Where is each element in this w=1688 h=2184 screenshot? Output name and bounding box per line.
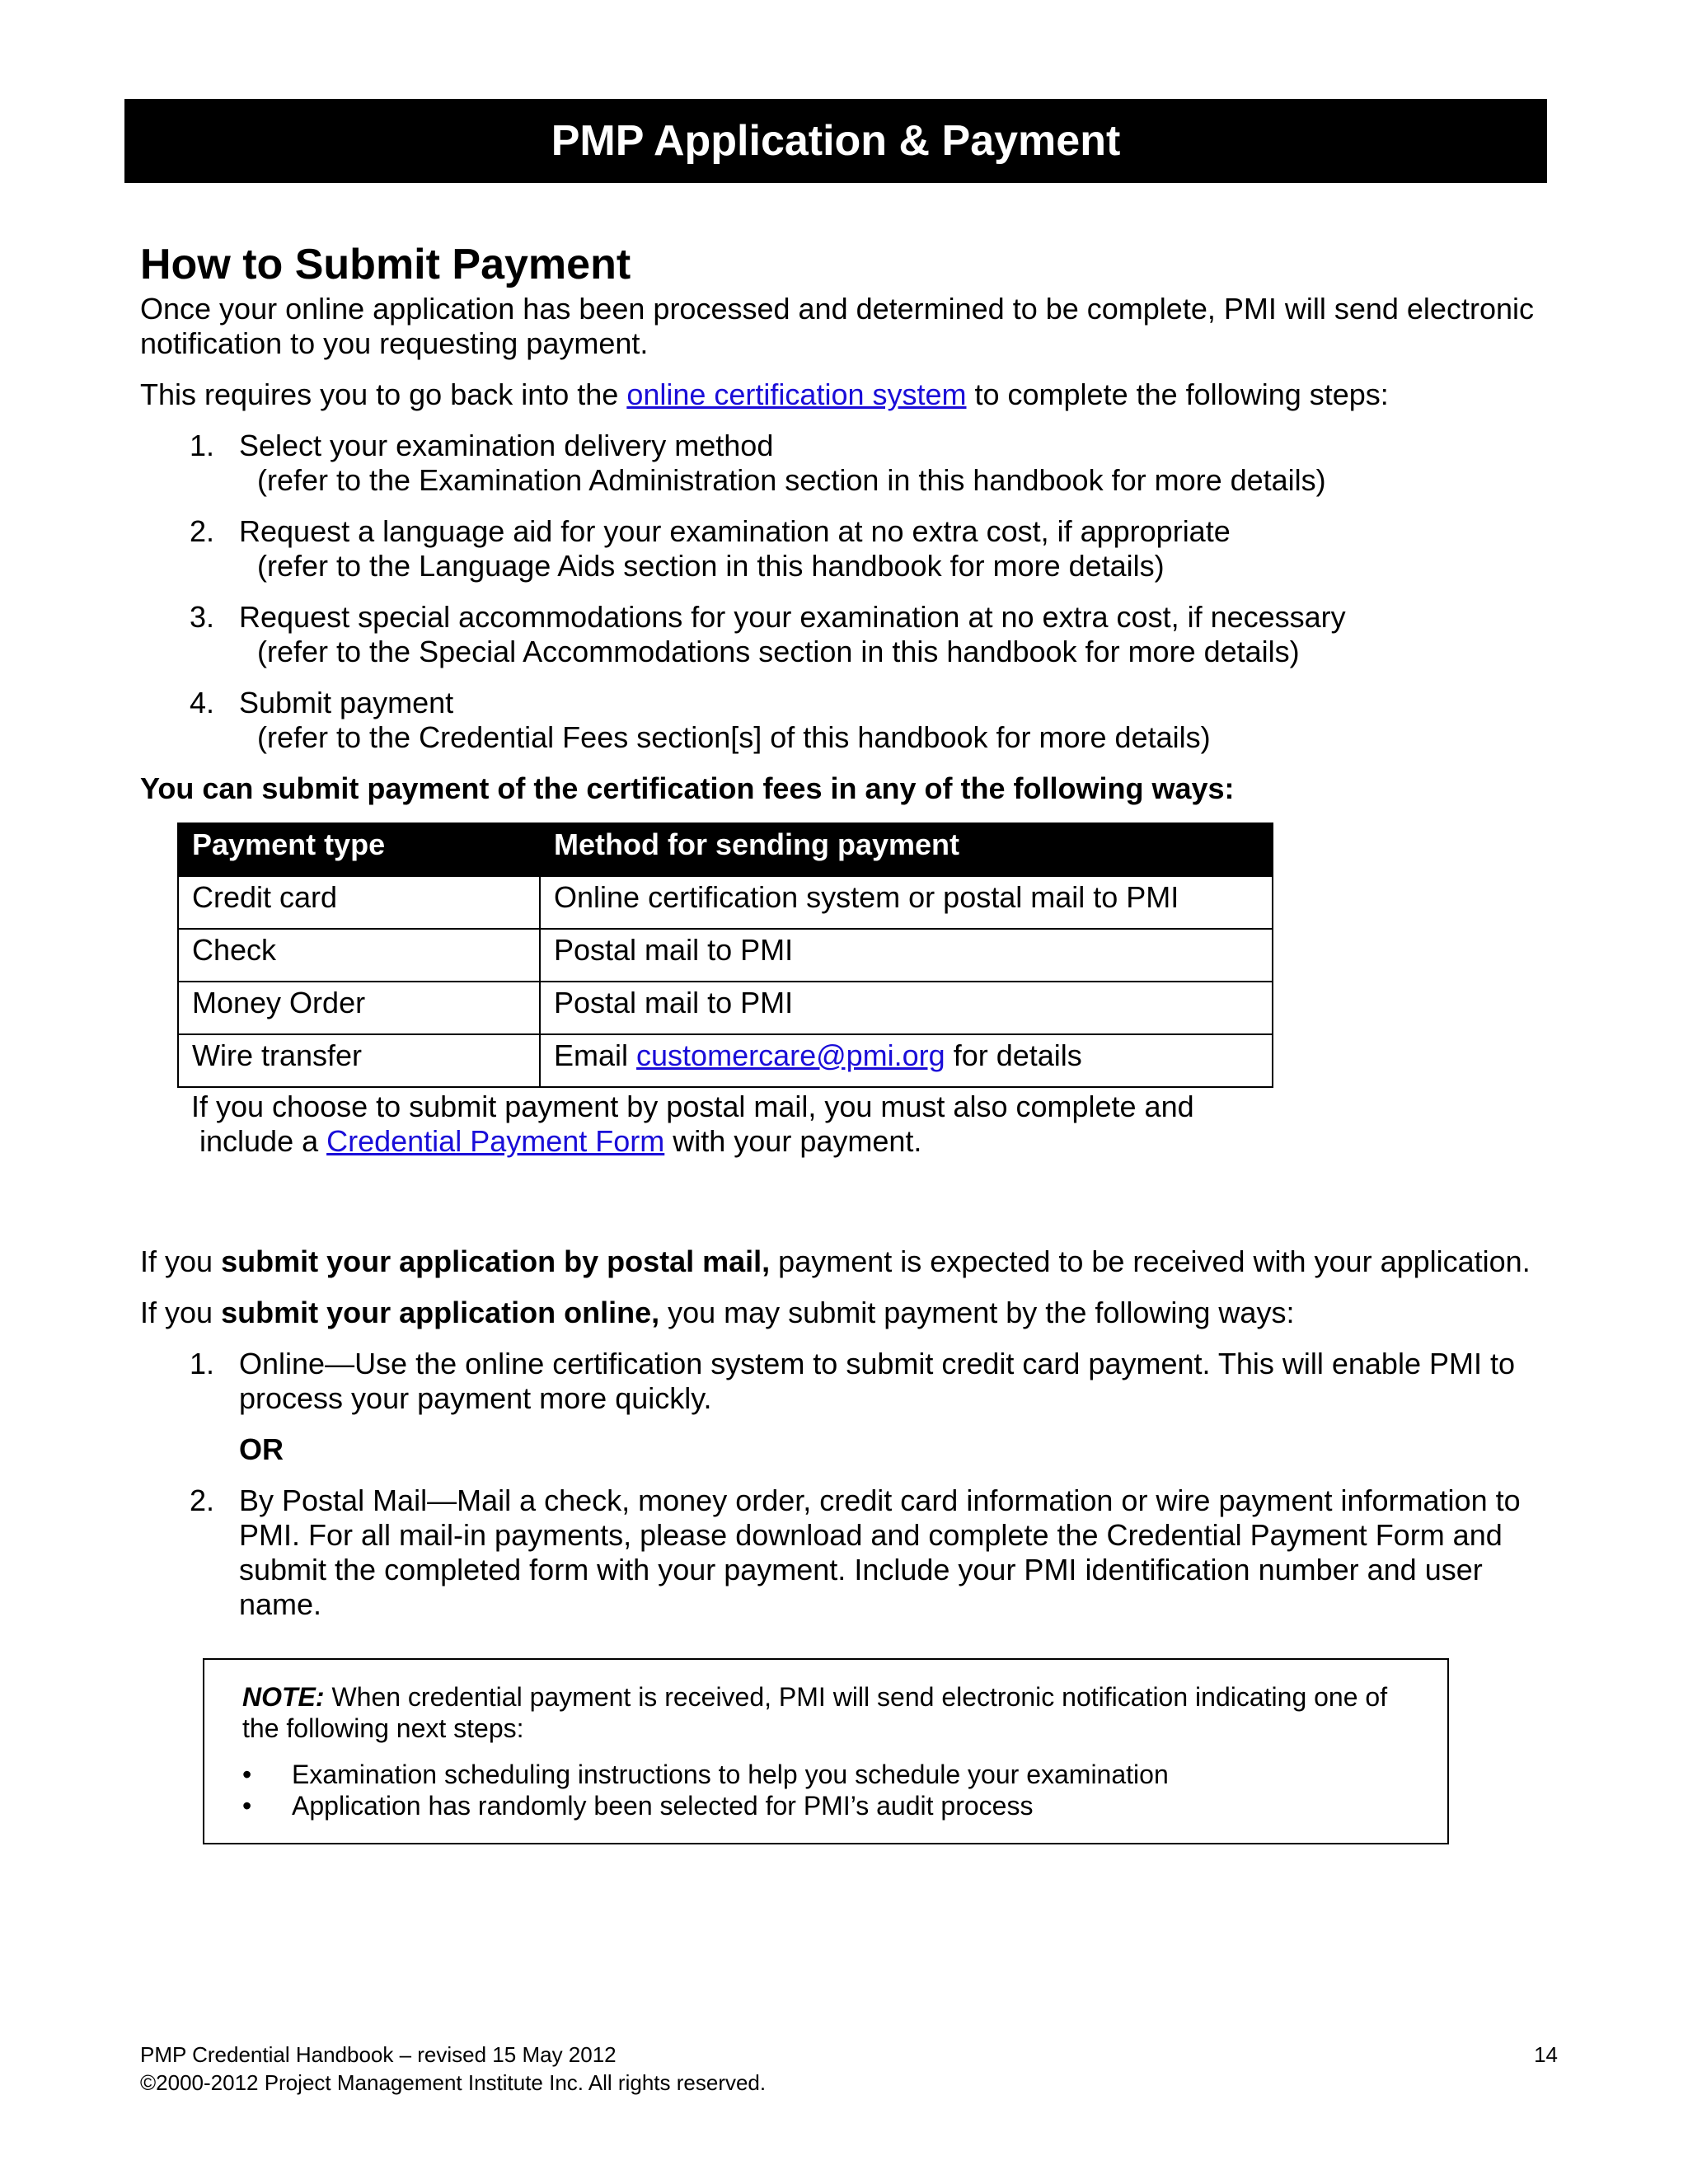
- page-banner: [124, 99, 1547, 183]
- step-number: 4.: [190, 686, 215, 719]
- intro-paragraph: Once your online application has been processed and determined to be complete, PMI will send electronic notification to you requesting payment.: [140, 292, 1534, 360]
- table-header-row: [178, 823, 1273, 876]
- option-text: Online—Use the online certification system to submit credit card payment. This will enable PMI to process your payment more quickly.: [239, 1347, 1515, 1415]
- footer-revision: PMP Credential Handbook – revised 15 May 2012: [140, 2042, 617, 2067]
- step-title: Request a language aid for your examination at no extra cost, if appropriate: [239, 514, 1231, 548]
- postal-app-suffix: payment is expected to be received with your application.: [770, 1244, 1531, 1278]
- option-number: 2.: [190, 1483, 215, 1517]
- step-number: 3.: [190, 600, 215, 634]
- or-label: OR: [239, 1432, 284, 1466]
- requires-suffix: to complete the following steps:: [966, 377, 1389, 411]
- requires-prefix: This requires you to go back into the: [140, 377, 627, 411]
- list-item: [140, 514, 1558, 583]
- step-detail: (refer to the Credential Fees section[s] of this handbook for more details): [257, 720, 1211, 754]
- note-box: [203, 1658, 1449, 1844]
- option-number: 1.: [190, 1347, 215, 1380]
- step-title: Submit payment: [239, 686, 454, 719]
- table-row: [178, 929, 1273, 982]
- online-application-paragraph: [140, 1296, 1558, 1330]
- note-body: When credential payment is received, PMI will send electronic notification indicating one of the following next steps:: [242, 1682, 1388, 1743]
- table-cell: Check: [178, 929, 540, 982]
- postal-mail-note: [191, 1090, 1558, 1159]
- list-item: [140, 1483, 1558, 1622]
- step-detail: (refer to the Language Aids section in this handbook for more details): [257, 549, 1165, 583]
- ways-heading: You can submit payment of the certification fees in any of the following ways:: [140, 771, 1235, 805]
- customercare-email-link[interactable]: customercare@pmi.org: [636, 1038, 945, 1072]
- table-row: [178, 1034, 1273, 1087]
- page-footer: [140, 2041, 1558, 2097]
- credential-payment-form-link[interactable]: Credential Payment Form: [326, 1124, 665, 1158]
- payment-methods-table: [177, 823, 1273, 1088]
- bullet-icon: •: [242, 1760, 252, 1789]
- note-list: [242, 1759, 1409, 1821]
- table-cell: Money Order: [178, 982, 540, 1034]
- banner-title: PMP Application & Payment: [551, 117, 1121, 165]
- step-number: 1.: [190, 429, 215, 462]
- list-item: [140, 686, 1558, 755]
- list-item: [140, 429, 1558, 498]
- table-cell: Postal mail to PMI: [540, 982, 1273, 1034]
- postal-note-suffix: with your payment.: [664, 1124, 922, 1158]
- postal-app-bold: submit your application by postal mail,: [221, 1244, 771, 1278]
- table-cell: Online certification system or postal mail to PMI: [540, 876, 1273, 929]
- online-app-prefix: If you: [140, 1296, 222, 1329]
- note-item-text: Examination scheduling instructions to help you schedule your examination: [292, 1760, 1169, 1789]
- payment-options-list: [140, 1347, 1558, 1622]
- table-cell: Credit card: [178, 876, 540, 929]
- table-row: [178, 876, 1273, 929]
- list-item: [242, 1790, 1409, 1821]
- requires-paragraph: [140, 377, 1558, 412]
- list-item: [140, 1347, 1558, 1467]
- table-cell: Postal mail to PMI: [540, 929, 1273, 982]
- option-text: By Postal Mail—Mail a check, money order, credit card information or wire payment information to PMI. For all mail-in payments, please download and complete the Credential Payment Form and submit the completed form with your payment. Include your PMI identification number and user name.: [239, 1483, 1521, 1621]
- note-text: [242, 1681, 1409, 1744]
- postal-note-prefix: include a: [191, 1124, 327, 1158]
- step-number: 2.: [190, 514, 215, 548]
- steps-list: [140, 429, 1558, 755]
- step-detail: (refer to the Special Accommodations section in this handbook for more details): [257, 635, 1300, 668]
- wire-suffix: for details: [945, 1038, 1082, 1072]
- step-title: Select your examination delivery method: [239, 429, 774, 462]
- online-certification-system-link[interactable]: online certification system: [626, 377, 967, 411]
- postal-note-line: [191, 1124, 1558, 1159]
- note-item-text: Application has randomly been selected for PMI’s audit process: [292, 1791, 1034, 1821]
- postal-application-paragraph: [140, 1244, 1558, 1279]
- column-header-method: Method for sending payment: [540, 823, 1273, 876]
- table-row: [178, 982, 1273, 1034]
- main-content: [140, 237, 1558, 1844]
- list-item: [140, 600, 1558, 669]
- footer-copyright: ©2000-2012 Project Management Institute Inc. All rights reserved.: [140, 2070, 767, 2095]
- wire-prefix: Email: [554, 1038, 637, 1072]
- page-number: 14: [1534, 2042, 1558, 2067]
- online-app-suffix: you may submit payment by the following ways:: [659, 1296, 1295, 1329]
- note-label: NOTE:: [242, 1682, 325, 1712]
- table-cell: Wire transfer: [178, 1034, 540, 1087]
- column-header-payment-type: Payment type: [178, 823, 540, 876]
- step-title: Request special accommodations for your examination at no extra cost, if necessary: [239, 600, 1346, 634]
- list-item: [242, 1759, 1409, 1790]
- online-app-bold: submit your application online,: [221, 1296, 660, 1329]
- step-detail: (refer to the Examination Administration section in this handbook for more details): [257, 463, 1326, 497]
- postal-note-line: If you choose to submit payment by postal mail, you must also complete and: [191, 1090, 1194, 1123]
- section-heading: How to Submit Payment: [140, 241, 631, 288]
- table-cell: [540, 1034, 1273, 1087]
- postal-app-prefix: If you: [140, 1244, 222, 1278]
- bullet-icon: •: [242, 1791, 252, 1821]
